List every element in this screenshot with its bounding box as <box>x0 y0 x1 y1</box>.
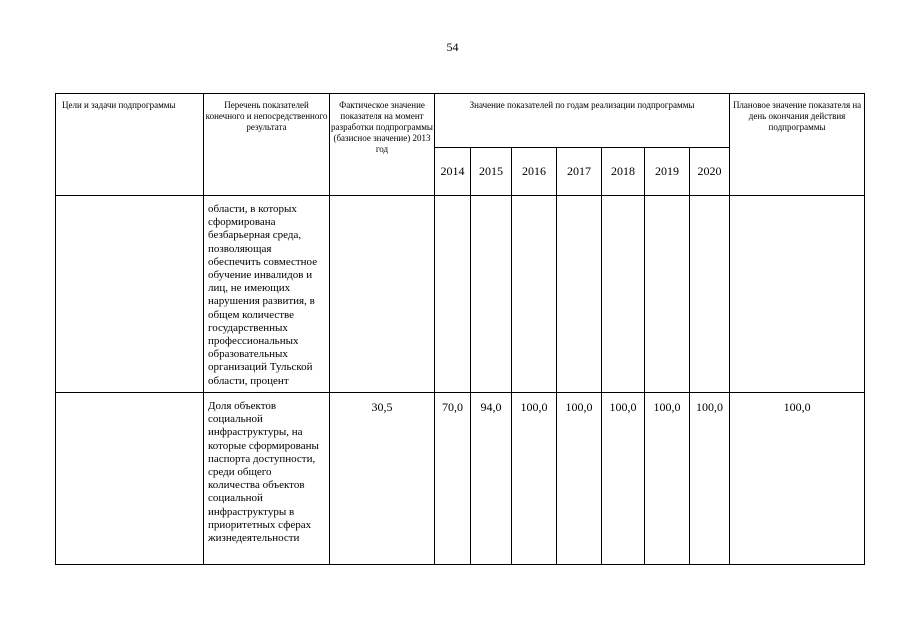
row-year-value: 100,0 <box>557 393 602 565</box>
row-year-value <box>557 196 602 393</box>
header-row <box>56 94 865 148</box>
page-number: 54 <box>446 40 459 54</box>
header-goals: Цели и задачи подпрограммы <box>56 94 204 196</box>
table-row <box>56 393 865 565</box>
row-indicator-cell: Доля объектов социальной инфраструктуры, на которые сформированы паспорта доступности, среди общего количества объектов социальной инфраструктуры в приоритетных сферах жизнедеятельности <box>204 393 330 565</box>
header-year: 2018 <box>602 148 645 196</box>
row-year-value: 100,0 <box>645 393 690 565</box>
header-year: 2015 <box>471 148 512 196</box>
table-row <box>56 196 865 393</box>
header-indicators: Перечень показателей конечного и непосредственного результата <box>204 94 330 196</box>
header-actual: Фактическое значение показателя на момент разработки подпрограммы (базисное значение) 2013 год <box>330 94 435 196</box>
row-year-value: 94,0 <box>471 393 512 565</box>
row-year-value <box>645 196 690 393</box>
indicators-table <box>55 93 865 565</box>
row-year-value: 100,0 <box>602 393 645 565</box>
header-year: 2014 <box>435 148 471 196</box>
header-year: 2017 <box>557 148 602 196</box>
row-goal-cell <box>56 196 204 393</box>
row-year-value: 70,0 <box>435 393 471 565</box>
row-year-value: 100,0 <box>690 393 730 565</box>
header-year: 2016 <box>512 148 557 196</box>
row-year-value <box>471 196 512 393</box>
row-year-value <box>512 196 557 393</box>
row-planned-cell <box>730 196 865 393</box>
header-planned: Плановое значение показателя на день окончания действия подпрограммы <box>730 94 865 196</box>
row-year-value: 100,0 <box>512 393 557 565</box>
row-year-value <box>435 196 471 393</box>
row-goal-cell <box>56 393 204 565</box>
row-year-value <box>690 196 730 393</box>
row-indicator-cell: области, в которых сформирована безбарьерная среда, позволяющая обеспечить совместное обучение инвалидов и лиц, не имеющих нарушения развития, в общем количестве государственных профессиональных образовательных организаций Тульской области, процент <box>204 196 330 393</box>
row-year-value <box>602 196 645 393</box>
header-years-group: Значение показателей по годам реализации подпрограммы <box>435 94 730 148</box>
row-actual-cell <box>330 196 435 393</box>
row-planned-cell: 100,0 <box>730 393 865 565</box>
header-year: 2019 <box>645 148 690 196</box>
row-actual-cell: 30,5 <box>330 393 435 565</box>
header-year: 2020 <box>690 148 730 196</box>
